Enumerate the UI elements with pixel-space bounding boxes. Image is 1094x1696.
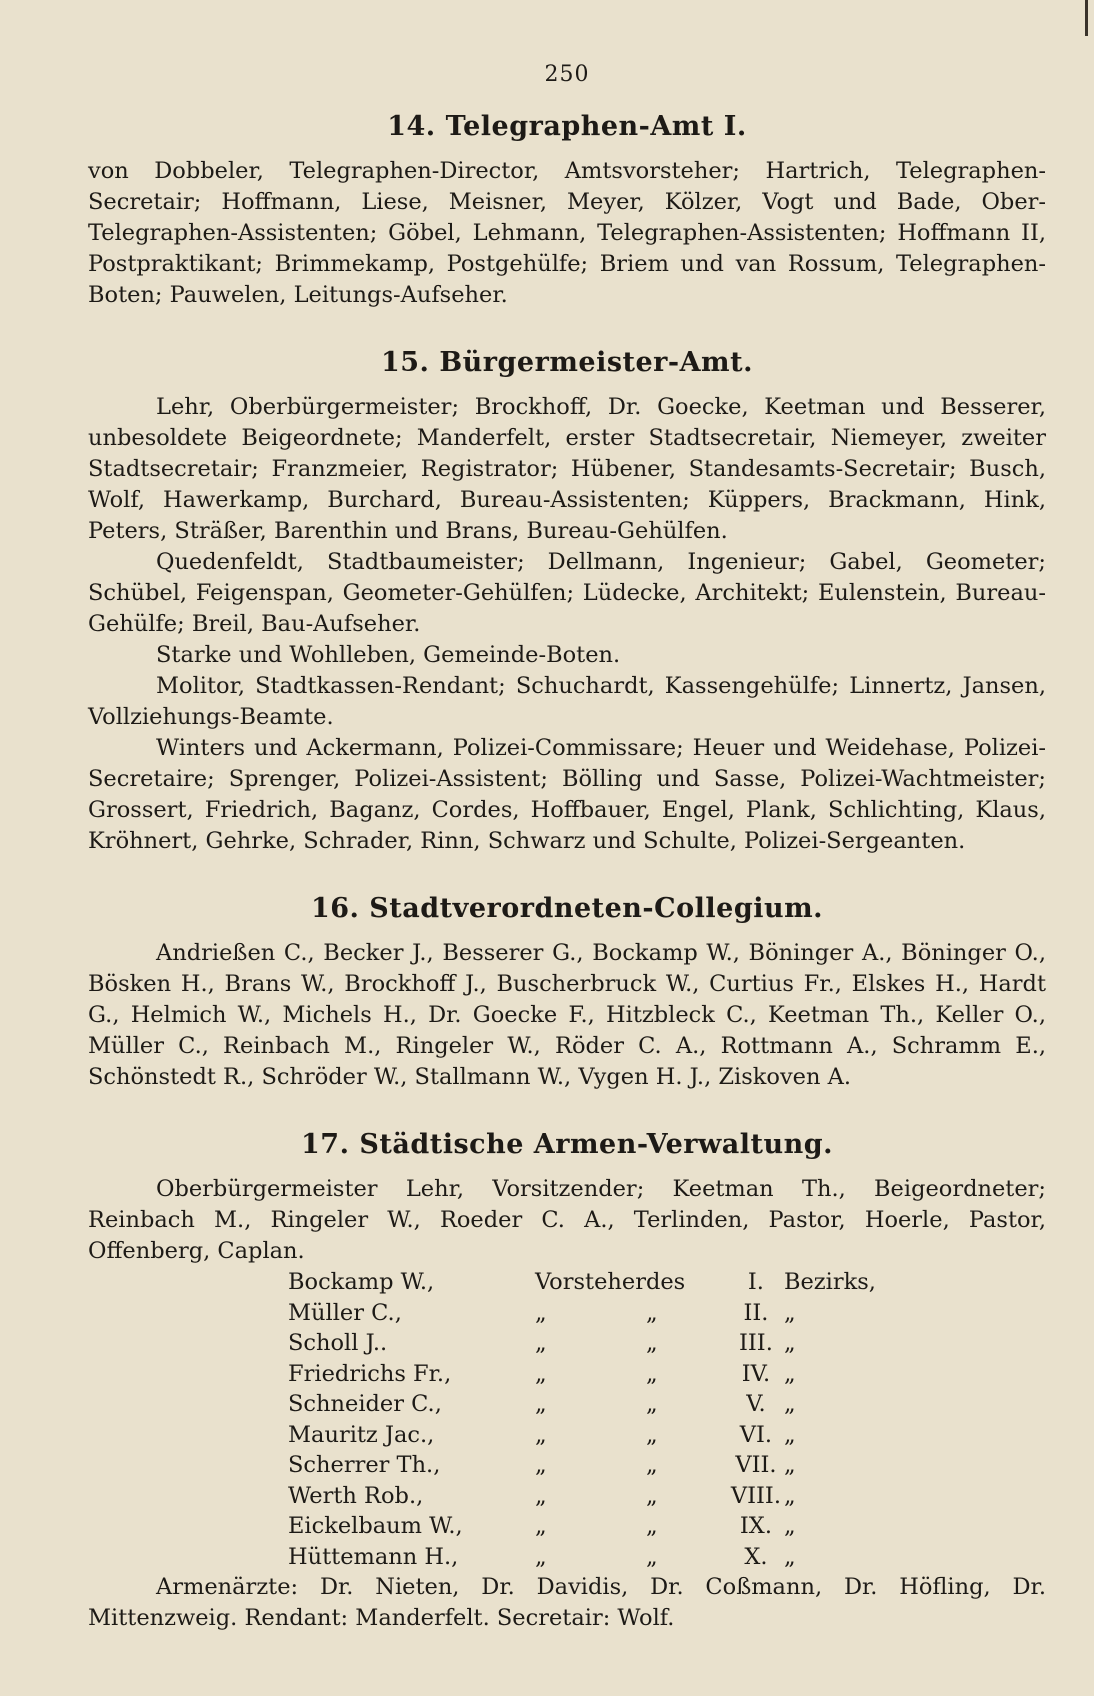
district-role: „ [535, 1421, 547, 1448]
district-bez: Bezirks, [783, 1269, 876, 1295]
district-bez: „ [783, 1543, 796, 1570]
district-roman: IV. [741, 1360, 771, 1387]
district-bez: „ [783, 1299, 796, 1326]
district-name: Schneider C., [288, 1391, 442, 1417]
district-des: „ [645, 1391, 658, 1417]
district-role: Vorsteher [535, 1269, 646, 1295]
district-name: Eickelbaum W., [288, 1513, 463, 1539]
district-role: „ [535, 1391, 547, 1417]
closing-paragraph: Armenärzte: Dr. Nieten, Dr. Davidis, Dr. Coßmann, Dr. Höfling, Dr. Mittenzweig. Rendant: Manderfelt. Secretair: Wolf. [88, 1574, 1046, 1631]
district-bez: „ [783, 1421, 796, 1448]
district-des: „ [645, 1360, 658, 1387]
district-roman: II. [743, 1299, 769, 1326]
district-bez: „ [783, 1513, 796, 1539]
district-roman: VII. [735, 1452, 777, 1478]
page-number: 250 [544, 62, 590, 87]
paragraph: Lehr, Oberbürgermeister; Brockhoff, Dr. Goecke, Keetman und Besserer, unbesoldete Beigeordnete; Manderfelt, erster Stadtsecretair, Niemeyer, zweiter Stadtsecretair; Franzmeier, Registrator; Hübener, Standesamts-Secretair; Busch, Wolf, Hawerkamp, Burchard, Bureau-Assistenten; Küppers, Brackmann, Hink, Peters, Sträßer, Barenthin und Brans, Bureau-Gehülfen. [88, 394, 1046, 544]
district-row [288, 1359, 876, 1390]
section-title: 15. Bürgermeister-Amt. [380, 347, 753, 378]
district-roman: V. [746, 1391, 766, 1417]
district-role: „ [535, 1452, 547, 1478]
district-role: „ [535, 1543, 547, 1570]
district-name: Friedrichs Fr., [288, 1360, 452, 1387]
district-des: „ [645, 1513, 658, 1539]
paragraph: Molitor, Stadtkassen-Rendant; Schuchardt, Kassengehülfe; Linnertz, Jansen, Vollziehungs-Beamte. [88, 673, 1046, 730]
district-row [288, 1420, 876, 1451]
district-des: des [645, 1269, 686, 1295]
district-name: Müller C., [288, 1299, 402, 1326]
section-title: 16. Stadtverordneten-Collegium. [310, 893, 824, 924]
district-name: Hüttemann H., [288, 1543, 459, 1570]
district-name: Werth Rob., [288, 1482, 424, 1509]
section-title: 14. Telegraphen-Amt I. [387, 111, 747, 142]
paragraph: Quedenfeldt, Stadtbaumeister; Dellmann, Ingenieur; Gabel, Geometer; Schübel, Feigenspan, Geometer-Gehülfen; Lüdecke, Architekt; Eulenstein, Bureau-Gehülfe; Breil, Bau-Aufseher. [88, 549, 1046, 637]
section-telegraphen-amt [88, 111, 1046, 311]
district-roman: VIII. [730, 1482, 781, 1509]
paragraph: Winters und Ackermann, Polizei-Commissare; Heuer und Weidehase, Polizei-Secretaire; Sprenger, Polizei-Assistent; Bölling und Sasse, Polizei-Wachtmeister; Grossert, Friedrich, Baganz, Cordes, Hoffbauer, Engel, Plank, Schlichting, Klaus, Kröhnert, Gehrke, Schrader, Rinn, Schwarz und Schulte, Polizei-Sergeanten. [88, 735, 1046, 854]
district-name: Scherrer Th., [288, 1452, 441, 1478]
section-armen-verwaltung [88, 1129, 1046, 1634]
district-des: „ [645, 1543, 658, 1570]
district-row [288, 1511, 876, 1542]
section-buergermeister-amt [88, 347, 1046, 857]
district-bez: „ [783, 1452, 796, 1478]
district-bez: „ [783, 1360, 796, 1387]
district-des: „ [645, 1330, 658, 1356]
paragraph: von Dobbeler, Telegraphen-Director, Amtsvorsteher; Hartrich, Telegraphen-Secretair; Hoffmann, Liese, Meisner, Meyer, Kölzer, Vogt und Bade, Ober-Telegraphen-Assistenten; Göbel, Lehmann, Telegraphen-Assistenten; Hoffmann II, Postpraktikant; Brimmekamp, Postgehülfe; Briem und van Rossum, Telegraphen-Boten; Pauwelen, Leitungs-Aufseher. [88, 158, 1046, 308]
district-des: „ [645, 1421, 658, 1448]
district-row [288, 1298, 876, 1329]
district-role: „ [535, 1360, 547, 1387]
district-row [288, 1328, 876, 1359]
district-roman: I. [747, 1269, 764, 1295]
page-edge-mark [1085, 0, 1088, 36]
district-roman: VI. [739, 1421, 773, 1448]
district-row [288, 1389, 876, 1420]
district-roman: IX. [739, 1513, 772, 1539]
district-name: Mauritz Jac., [288, 1421, 435, 1448]
district-roman: III. [739, 1330, 773, 1356]
document-page [88, 62, 1046, 1634]
paragraph: Oberbürgermeister Lehr, Vorsitzender; Keetman Th., Beigeordneter; Reinbach M., Ringeler W., Roeder C. A., Terlinden, Pastor, Hoerle, Pastor, Offenberg, Caplan. [88, 1176, 1046, 1264]
district-table [288, 1267, 876, 1572]
district-role: „ [535, 1513, 547, 1539]
district-row [288, 1542, 876, 1573]
section-title: 17. Städtische Armen-Verwaltung. [301, 1129, 833, 1160]
district-bez: „ [783, 1391, 796, 1417]
district-name: Scholl J.. [288, 1330, 388, 1356]
paragraph: Andrießen C., Becker J., Besserer G., Bockamp W., Böninger A., Böninger O., Bösken H., Brans W., Brockhoff J., Buscherbruck W., Curtius Fr., Elskes H., Hardt G., Helmich W., Michels H., Dr. Goecke F., Hitzbleck C., Keetman Th., Keller O., Müller C., Reinbach M., Ringeler W., Röder C. A., Rottmann A., Schramm E., Schönstedt R., Schröder W., Stallmann W., Vygen H. J., Ziskoven A. [88, 940, 1046, 1090]
district-row [288, 1481, 876, 1512]
district-des: „ [645, 1482, 658, 1509]
district-des: „ [645, 1452, 658, 1478]
district-des: „ [645, 1299, 658, 1326]
district-bez: „ [783, 1330, 796, 1356]
district-role: „ [535, 1482, 547, 1509]
district-row [288, 1450, 876, 1481]
district-row [288, 1267, 876, 1298]
district-bez: „ [783, 1482, 796, 1509]
district-name: Bockamp W., [288, 1269, 435, 1295]
district-role: „ [535, 1299, 547, 1326]
section-stadtverordneten-collegium [88, 893, 1046, 1093]
paragraph: Starke und Wohlleben, Gemeinde-Boten. [156, 642, 621, 668]
district-role: „ [535, 1330, 547, 1356]
district-roman: X. [744, 1543, 768, 1570]
